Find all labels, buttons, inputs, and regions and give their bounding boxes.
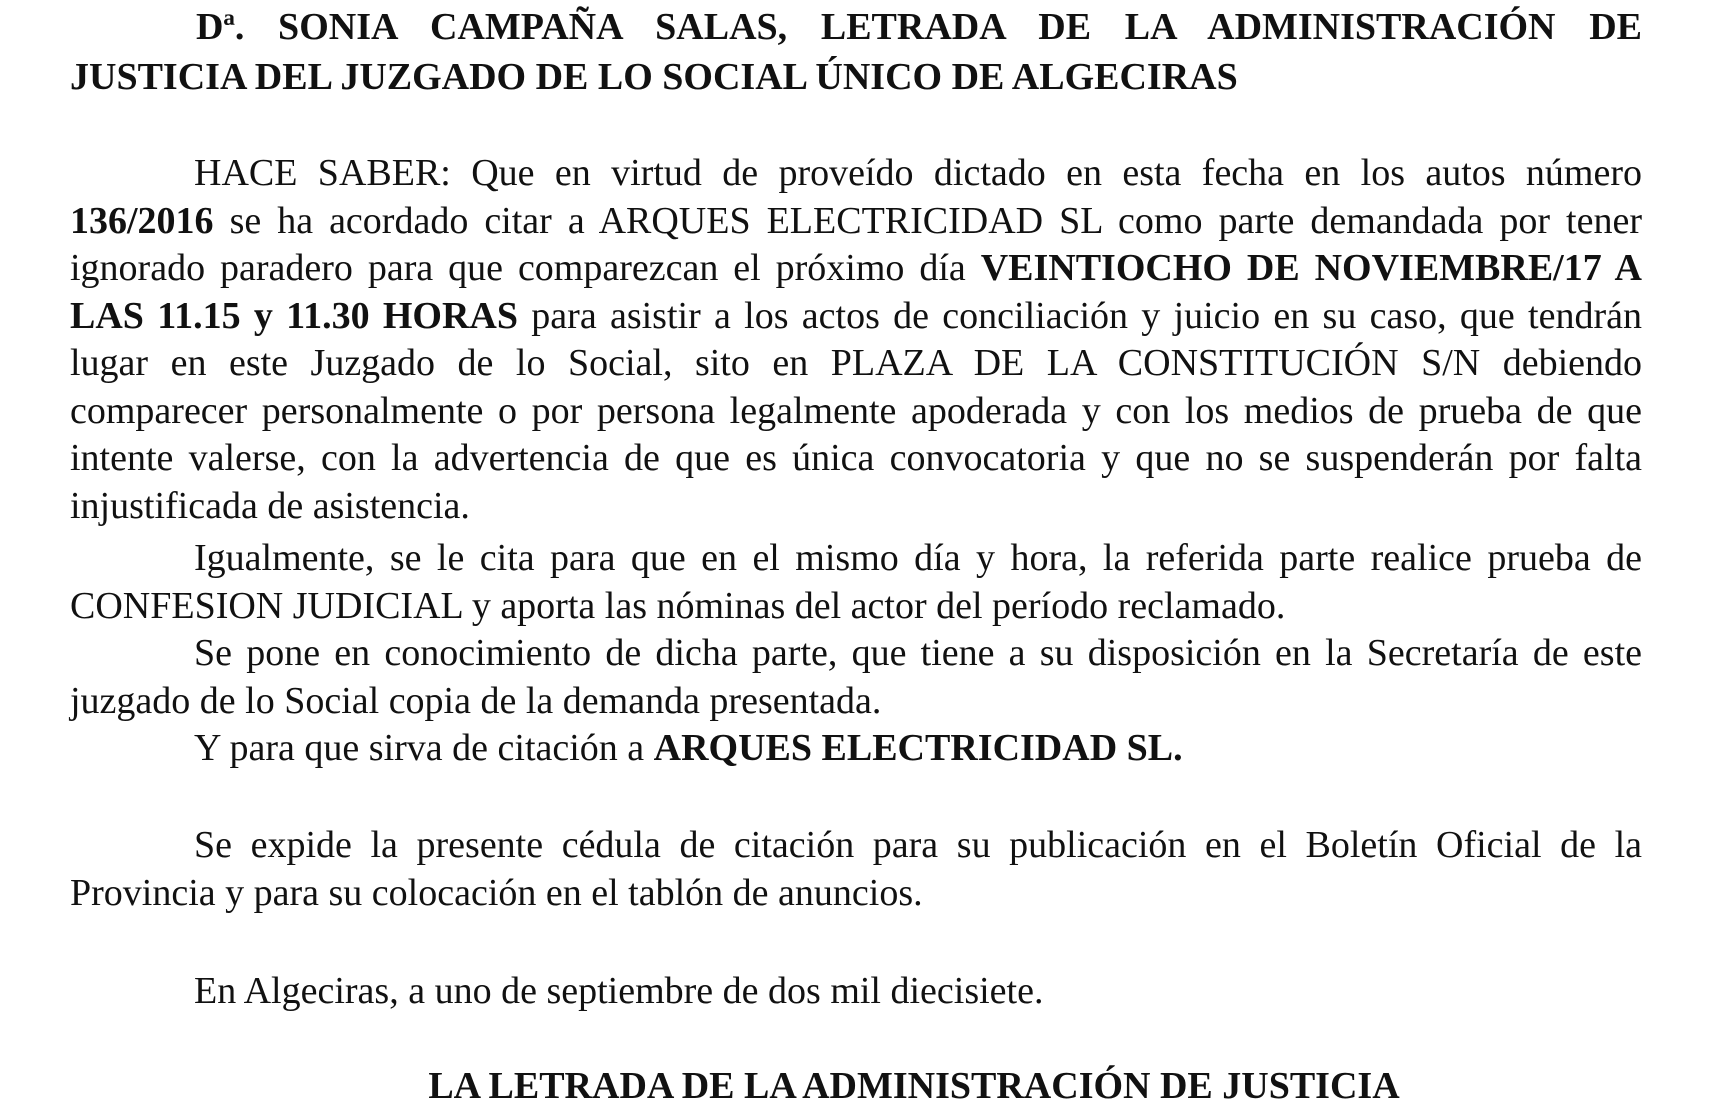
- notice-intro: HACE SABER: Que en virtud de proveído dictado en esta fecha en los autos número: [194, 152, 1642, 194]
- paragraph-citation: [70, 725, 1642, 773]
- header-line-2: JUSTICIA DEL JUZGADO DE LO SOCIAL ÚNICO DE ALGECIRAS: [70, 56, 1238, 98]
- paragraph-notice: [70, 150, 1642, 530]
- notice-summons: se ha acordado citar a ARQUES ELECTRICIDAD SL como parte demandada por tener ignorado paradero para que comparezcan el próximo día: [70, 199, 1642, 289]
- notice-details: para asistir a los actos de conciliación y juicio en su caso, que tendrán lugar en este Juzgado de lo Social, sito en PLAZA DE LA CONSTITUCIÓN S/N debiendo comparecer personalmente o por persona legalmente apoderada y con los medios de prueba de que intente valerse, con la advertencia de que es única convocatoria y que no se suspenderán por falta injustificada de asistencia.: [70, 294, 1642, 527]
- paragraph-publication: Se expide la presente cédula de citación para su publicación en el Boletín Oficial de la Provincia y para su colocación en el tablón de anuncios.: [70, 824, 1642, 914]
- document-page: [70, 0, 1642, 1120]
- paragraph-demand-copy: Se pone en conocimiento de dicha parte, que tiene a su disposición en la Secretaría de este juzgado de lo Social copia de la demanda presentada.: [70, 632, 1642, 722]
- paragraph-place-date: En Algeciras, a uno de septiembre de dos mil diecisiete.: [194, 970, 1044, 1012]
- cited-party: ARQUES ELECTRICIDAD SL.: [653, 727, 1183, 769]
- paragraph-confession: Igualmente, se le cita para que en el mismo día y hora, la referida parte realice prueba de CONFESION JUDICIAL y aporta las nóminas del actor del período reclamado.: [70, 537, 1642, 627]
- signature-title: LA LETRADA DE LA ADMINISTRACIÓN DE JUSTICIA: [428, 1065, 1400, 1107]
- header-line-1: Dª. SONIA CAMPAÑA SALAS, LETRADA DE LA ADMINISTRACIÓN DE: [196, 6, 1642, 48]
- hearing-date: VEINTIOCHO DE NOVIEMBRE/17 A LAS 11.15 y 11.30 HORAS: [70, 247, 1643, 337]
- document-header: [70, 2, 1642, 102]
- citation-text: Y para que sirva de citación a: [194, 727, 645, 769]
- case-number: 136/2016: [70, 199, 214, 242]
